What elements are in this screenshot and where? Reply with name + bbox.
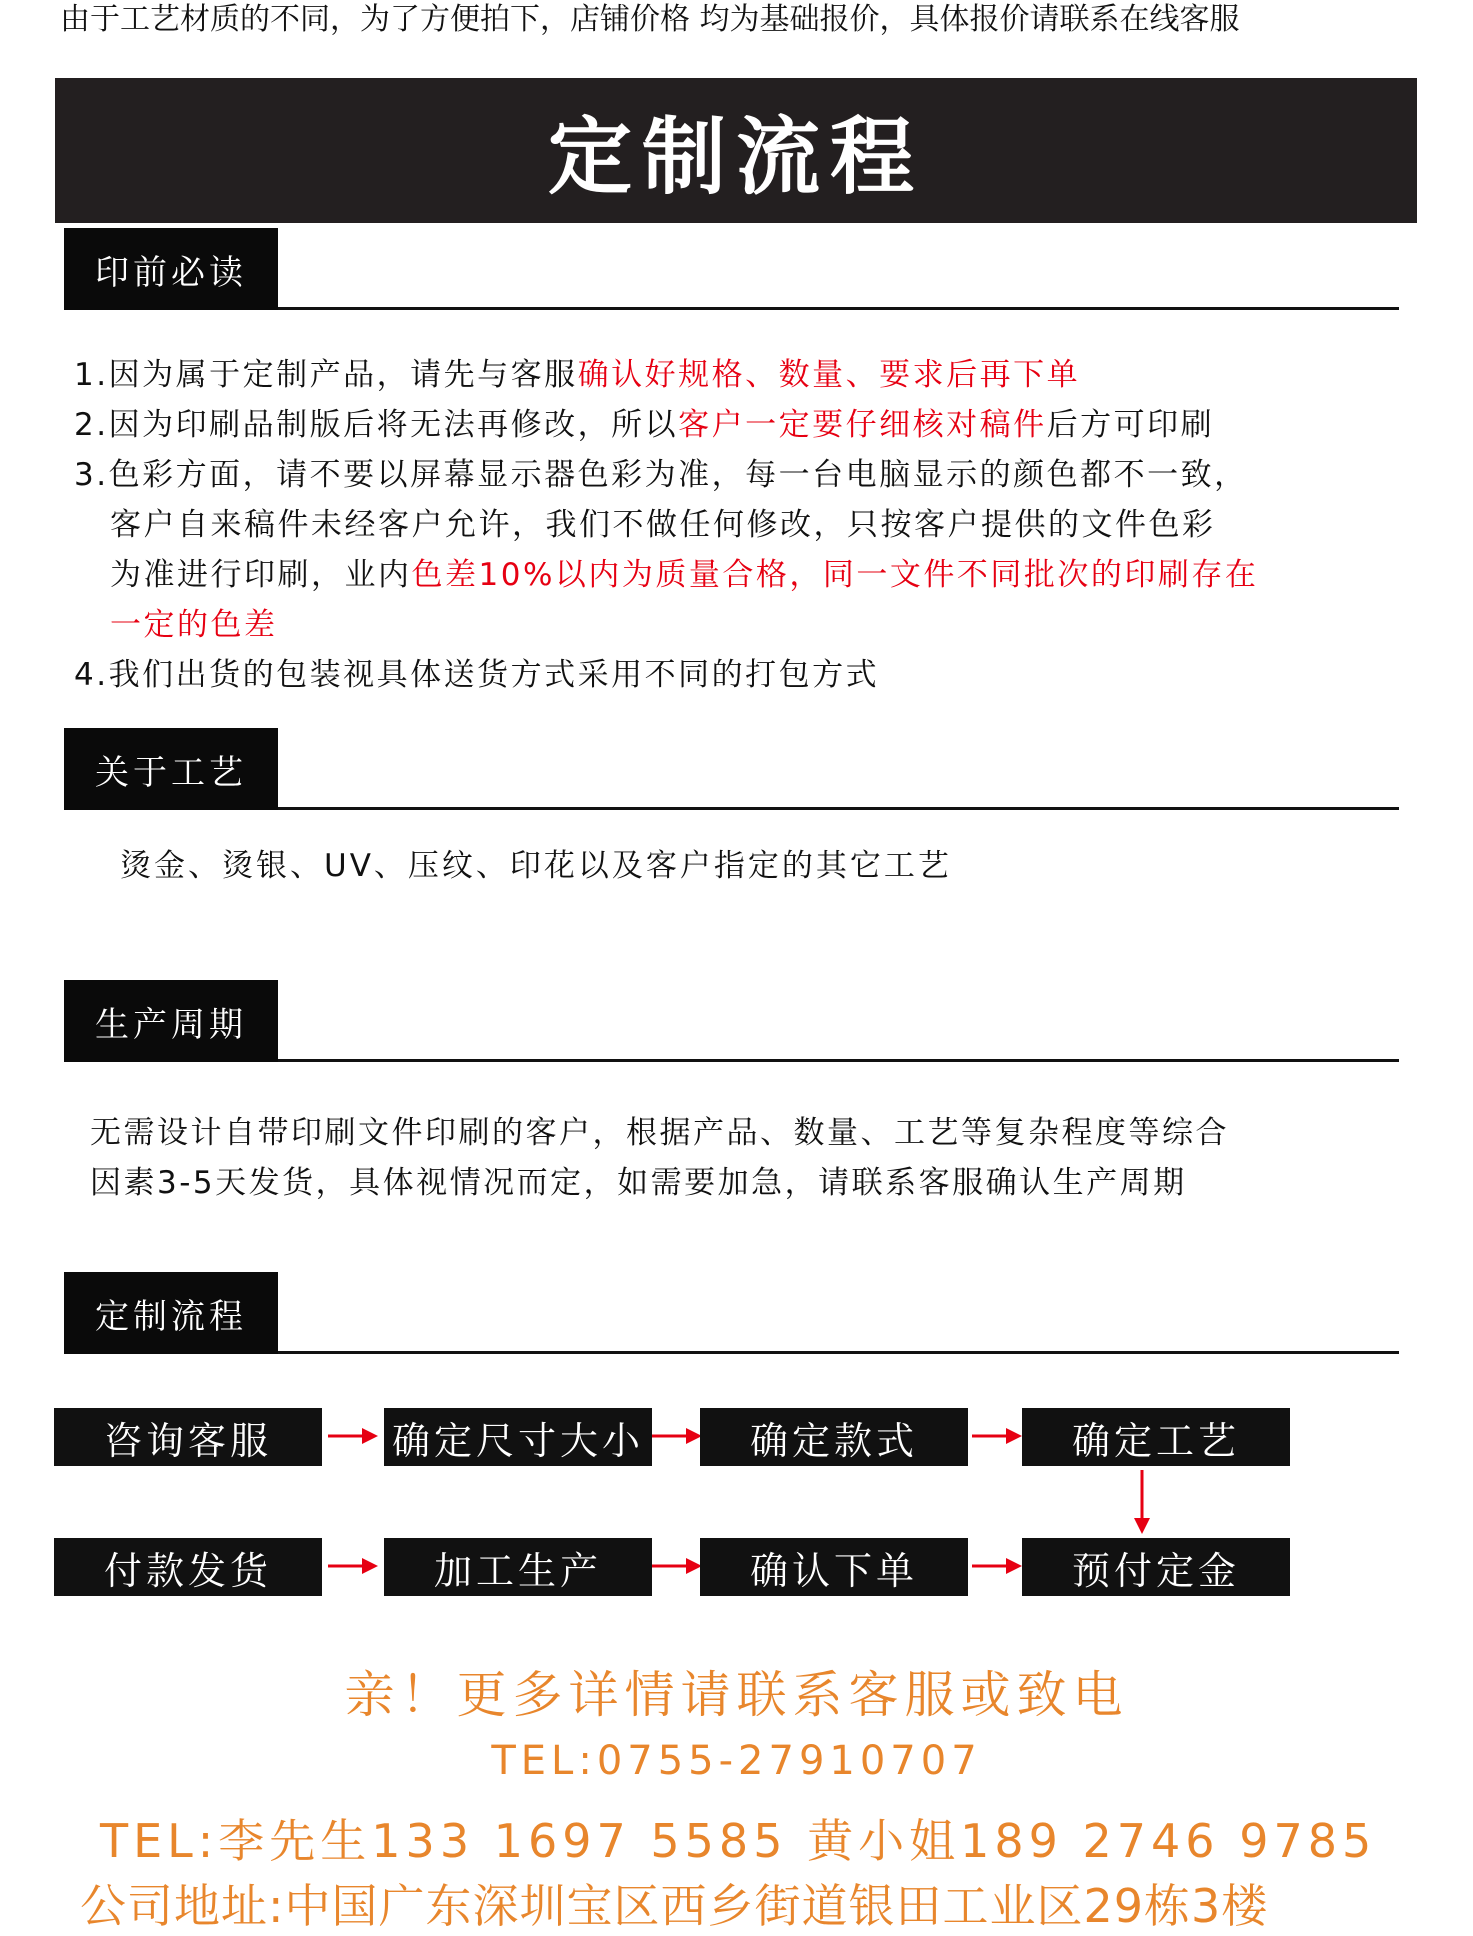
- section-tab-prepress: 印前必读: [64, 228, 278, 310]
- flow-step-style: 确定款式: [700, 1408, 968, 1466]
- note-1-highlight: 确认好规格、数量、要求后再下单: [577, 357, 1081, 393]
- note-2: [74, 400, 1404, 450]
- flow-step-consult: 咨询客服: [54, 1408, 322, 1466]
- note-3: [74, 450, 1404, 500]
- contact-address: 公司地址:中国广东深圳宝区西乡街道银田工业区29栋3楼: [80, 1879, 1269, 1933]
- arrow-right-icon: [972, 1424, 1022, 1448]
- note-4-text: 4.我们出货的包装视具体送货方式采用不同的打包方式: [74, 657, 880, 693]
- flow-step-production: 加工生产: [384, 1538, 652, 1596]
- section-tab-craft: 关于工艺: [64, 728, 278, 810]
- flow-step-deposit: 预付定金: [1022, 1538, 1290, 1596]
- arrow-down-icon: [1130, 1470, 1154, 1534]
- cycle-line-2: 因素3-5天发货，具体视情况而定，如需要加急，请联系客服确认生产周期: [90, 1165, 1187, 1201]
- section-header-cycle: [64, 980, 1399, 1062]
- craft-text: 烫金、烫银、UV、压纹、印花以及客户指定的其它工艺: [120, 848, 952, 884]
- section-header-process: [64, 1272, 1399, 1354]
- section-divider: [278, 307, 1399, 310]
- title-banner: 定制流程: [55, 78, 1417, 223]
- section-tab-process: 定制流程: [64, 1272, 278, 1354]
- note-3-text-3: 为准进行印刷，业内: [110, 557, 412, 593]
- note-3-cont-3: [74, 600, 1404, 650]
- prepress-notes: [74, 350, 1404, 700]
- flow-step-craft: 确定工艺: [1022, 1408, 1290, 1466]
- note-1: [74, 350, 1404, 400]
- note-3-text-2: 客户自来稿件未经客户允许，我们不做任何修改，只按客户提供的文件色彩: [110, 507, 1216, 543]
- top-notice: 由于工艺材质的不同，为了方便拍下，店铺价格 均为基础报价，具体报价请联系在线客服: [60, 2, 1240, 37]
- arrow-right-icon: [328, 1554, 378, 1578]
- note-2-tail: 后方可印刷: [1046, 407, 1215, 443]
- note-3-text: 3.色彩方面，请不要以屏幕显示器色彩为准，每一台电脑显示的颜色都不一致，: [74, 457, 1248, 493]
- arrow-right-icon: [972, 1554, 1022, 1578]
- section-header-prepress: [64, 228, 1399, 310]
- note-4: [74, 650, 1404, 700]
- flow-step-confirm-order: 确认下单: [700, 1538, 968, 1596]
- cycle-line-1: 无需设计自带印刷文件印刷的客户，根据产品、数量、工艺等复杂程度等综合: [90, 1115, 1229, 1151]
- contact-mobile: TEL:李先生133 1697 5585 黄小姐189 2746 9785: [100, 1814, 1377, 1868]
- arrow-right-icon: [652, 1424, 702, 1448]
- arrow-right-icon: [652, 1554, 702, 1578]
- note-2-text: 2.因为印刷品制版后将无法再修改，所以: [74, 407, 679, 443]
- section-tab-cycle: 生产周期: [64, 980, 278, 1062]
- contact-tel: TEL:0755-27910707: [491, 1738, 982, 1784]
- note-1-text: 1.因为属于定制产品，请先与客服: [74, 357, 578, 393]
- note-3-highlight-2: 一定的色差: [110, 607, 278, 643]
- note-3-cont-2: [74, 550, 1404, 600]
- arrow-right-icon: [328, 1424, 378, 1448]
- section-divider: [278, 1351, 1399, 1354]
- note-3-highlight: 色差10%以内为质量合格，同一文件不同批次的印刷存在: [411, 557, 1259, 593]
- section-divider: [278, 1059, 1399, 1062]
- note-2-highlight: 客户一定要仔细核对稿件: [678, 407, 1047, 443]
- cycle-text: [90, 1108, 1420, 1208]
- note-3-cont: [74, 500, 1404, 550]
- flow-step-size: 确定尺寸大小: [384, 1408, 652, 1466]
- contact-headline: 亲！更多详情请联系客服或致电: [344, 1666, 1129, 1724]
- flow-step-pay-shipping: 付款发货: [54, 1538, 322, 1596]
- section-divider: [278, 807, 1399, 810]
- section-header-craft: [64, 728, 1399, 810]
